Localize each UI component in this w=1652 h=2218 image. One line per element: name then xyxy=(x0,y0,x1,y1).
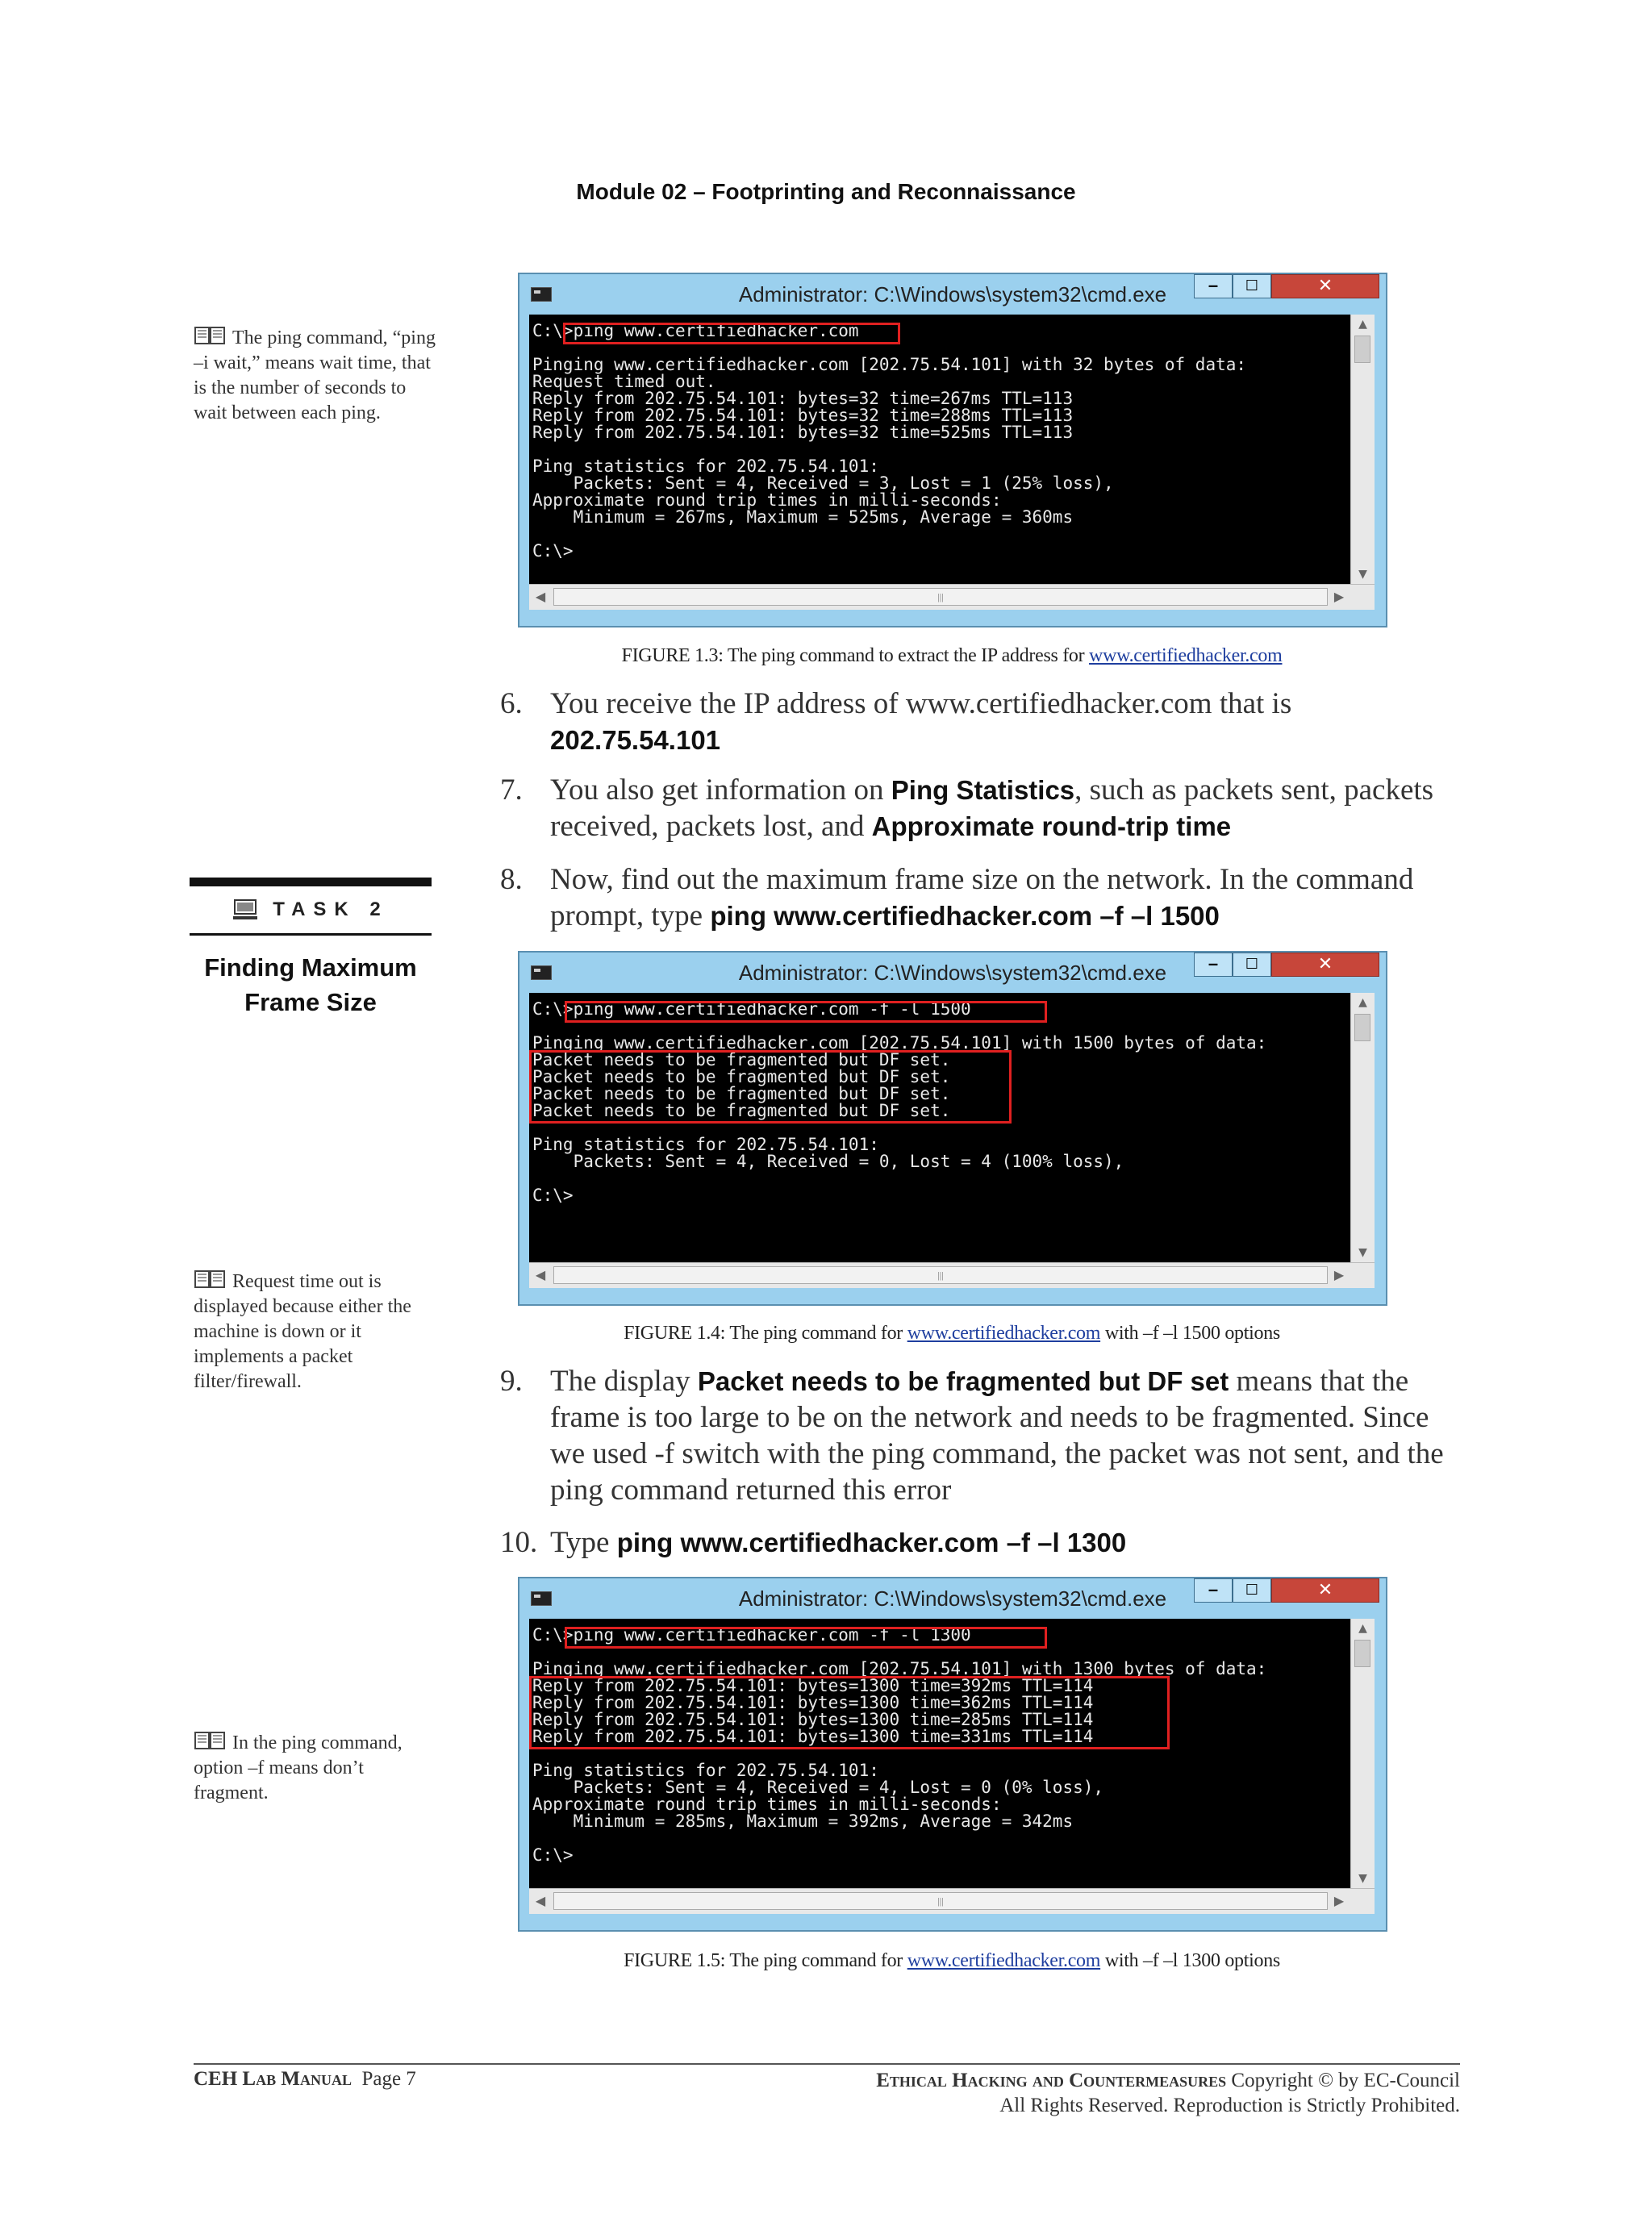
footer-right: Ethical Hacking and Countermeasures Copyright © by EC-Council All Rights Reserved. Reproduction is Strictly Prohibited. xyxy=(876,2070,1460,2116)
highlight-command xyxy=(565,1001,1047,1023)
task-label: TASK 2 xyxy=(273,898,389,920)
footer-left: CEH Lab Manual Page 7 xyxy=(194,2068,416,2090)
horizontal-scrollbar[interactable] xyxy=(529,584,1375,610)
window-title: Administrator: C:\Windows\system32\cmd.exe xyxy=(738,1586,1167,1611)
scroll-thumb[interactable] xyxy=(1354,1014,1370,1041)
side-note-request-timeout: Request time out is displayed because either the machine is down or it implements a packet filter/firewall. xyxy=(194,1266,436,1395)
cmd-titlebar xyxy=(519,1578,1386,1617)
close-button[interactable]: ✕ xyxy=(1271,953,1379,977)
scroll-down-arrow-icon[interactable]: ▼ xyxy=(1358,1246,1367,1259)
figure-caption: FIGURE 1.5: The ping command for www.certifiedhacker.com with –f –l 1300 options xyxy=(624,1950,1280,1971)
horizontal-scrollbar[interactable] xyxy=(529,1262,1375,1288)
step-10: 10. Type ping www.certifiedhacker.com –f –l 1300 xyxy=(500,1526,1127,1559)
cmd-console[interactable] xyxy=(529,993,1350,1262)
maximize-button[interactable]: ☐ xyxy=(1233,274,1271,298)
window-title: Administrator: C:\Windows\system32\cmd.exe xyxy=(738,282,1167,306)
computer-icon xyxy=(232,898,258,921)
book-icon xyxy=(194,1728,226,1752)
vertical-scrollbar[interactable] xyxy=(1350,315,1375,584)
step-8: 8. Now, find out the maximum frame size on the network. In the command prompt, type ping www.certifiedhacker.com –f –l 1500 xyxy=(500,863,1414,932)
highlight-command xyxy=(565,1627,1047,1649)
cmd-output: C:\>ping www.certifiedhacker.com Pinging www.certifiedhacker.com [202.75.54.101] with 32 bytes of data: Request timed out. Reply from 202.75.54.101: bytes=32 time=267ms TTL=113 Reply from 202.75.54.101: bytes=32 time=288ms TTL=113 Reply from 202.75.54.101: bytes=32 time=525ms TTL=113 Ping statistics for 202.75.54.101: Packets: Sent = 4, Received = 3, Lost = 1 (25% loss), Approximate round trip times in milli-seconds: Minimum = 267ms, Maximum = 525ms, Average = 360ms C:\> xyxy=(532,321,1247,561)
step-6: 6. You receive the IP address of www.certifiedhacker.com that is 202.75.54.101 xyxy=(500,687,1292,755)
side-note-dont-fragment: In the ping command, option –f means don’t fragment. xyxy=(194,1728,436,1806)
cmd-console[interactable] xyxy=(529,1619,1350,1888)
step-7: 7. You also get information on Ping Statistics, such as packets sent, packets received, packets lost, and Approximate round-trip time xyxy=(500,773,1434,843)
scroll-up-arrow-icon[interactable]: ▲ xyxy=(1358,318,1367,331)
highlight-fragment-messages xyxy=(529,1050,1012,1124)
scroll-thumb[interactable]: ||| xyxy=(553,1266,1328,1284)
scroll-thumb[interactable] xyxy=(1354,1640,1370,1667)
task-box xyxy=(190,878,432,1019)
scroll-right-arrow-icon[interactable]: ▶ xyxy=(1333,1893,1345,1908)
minimize-button[interactable]: – xyxy=(1194,953,1233,977)
cmd-titlebar xyxy=(519,274,1386,313)
scroll-thumb[interactable] xyxy=(1354,336,1370,363)
cmd-output: C:\>ping www.certifiedhacker.com -f -l 1300 Pinging www.certifiedhacker.com [202.75.54.101] with 1300 bytes of data: Reply from 202.75.54.101: bytes=1300 time=392ms TTL=114 Reply from 202.75.54.101: bytes=1300 time=362ms TTL=114 Reply from 202.75.54.101: bytes=1300 time=285ms TTL=114 Reply from 202.75.54.101: bytes=1300 time=331ms TTL=114 Ping statistics for 202.75.54.101: Packets: Sent = 4, Received = 4, Lost = 0 (0% loss), Approximate round trip times in milli-seconds: Minimum = 285ms, Maximum = 392ms, Average = 342ms C:\> xyxy=(532,1625,1267,1865)
minimize-button[interactable]: – xyxy=(1194,274,1233,298)
figure-caption: FIGURE 1.3: The ping command to extract the IP address for www.certifiedhacker.com xyxy=(621,645,1283,666)
scroll-up-arrow-icon[interactable]: ▲ xyxy=(1358,1622,1367,1635)
caption-link[interactable]: www.certifiedhacker.com xyxy=(907,1950,1101,1971)
scroll-down-arrow-icon[interactable]: ▼ xyxy=(1358,568,1367,581)
scroll-thumb[interactable]: ||| xyxy=(553,1892,1328,1910)
scroll-down-arrow-icon[interactable]: ▼ xyxy=(1358,1872,1367,1885)
module-header: Module 02 – Footprinting and Reconnaissance xyxy=(576,179,1076,204)
figure-caption: FIGURE 1.4: The ping command for www.certifiedhacker.com with –f –l 1500 options xyxy=(624,1323,1280,1344)
cmd-window-fig-1-5 xyxy=(518,1577,1387,1932)
maximize-button[interactable]: ☐ xyxy=(1233,1578,1271,1603)
scroll-right-arrow-icon[interactable]: ▶ xyxy=(1333,589,1345,604)
horizontal-scrollbar[interactable] xyxy=(529,1888,1375,1914)
cmd-console[interactable] xyxy=(529,315,1350,584)
scroll-right-arrow-icon[interactable]: ▶ xyxy=(1333,1267,1345,1282)
close-button[interactable]: ✕ xyxy=(1271,1578,1379,1603)
cmd-output: C:\>ping www.certifiedhacker.com -f -l 1500 Pinging www.certifiedhacker.com [202.75.54.101] with 1500 bytes of data: Packet needs to be fragmented but DF set. Packet needs to be fragmented but DF set. Packet needs to be fragmented but DF set. Packet needs to be fragmented but DF set. Ping statistics for 202.75.54.101: Packets: Sent = 4, Received = 0, Lost = 4 (100% loss), C:\> xyxy=(532,999,1267,1205)
scroll-up-arrow-icon[interactable]: ▲ xyxy=(1358,996,1367,1009)
scroll-left-arrow-icon[interactable]: ◀ xyxy=(535,1267,546,1282)
book-icon xyxy=(194,1266,226,1290)
caption-link[interactable]: www.certifiedhacker.com xyxy=(907,1323,1101,1344)
footer-divider xyxy=(194,2063,1460,2065)
close-button[interactable]: ✕ xyxy=(1271,274,1379,298)
window-title: Administrator: C:\Windows\system32\cmd.exe xyxy=(738,961,1167,985)
highlight-reply-lines xyxy=(529,1676,1170,1749)
scroll-left-arrow-icon[interactable]: ◀ xyxy=(535,589,546,604)
minimize-button[interactable]: – xyxy=(1194,1578,1233,1603)
highlight-command xyxy=(563,323,900,344)
book-icon xyxy=(194,323,226,347)
side-note-ping-wait: The ping command, “ping –i wait,” means wait time, that is the number of seconds to wait between each ping. xyxy=(194,323,436,426)
cmd-titlebar xyxy=(519,953,1386,991)
vertical-scrollbar[interactable] xyxy=(1350,993,1375,1262)
task-title: Finding Maximum Frame Size xyxy=(204,953,417,1016)
step-9: 9. The display Packet needs to be fragmented but DF set means that the frame is too large to be on the network and needs to be fragmented. Since we used -f switch with the ping command, the packet was not sent, and the ping command returned this error xyxy=(500,1365,1444,1507)
cmd-window-fig-1-3 xyxy=(518,273,1387,627)
cmd-window-fig-1-4 xyxy=(518,951,1387,1306)
scroll-thumb[interactable]: ||| xyxy=(553,588,1328,606)
maximize-button[interactable]: ☐ xyxy=(1233,953,1271,977)
caption-link[interactable]: www.certifiedhacker.com xyxy=(1089,645,1283,666)
vertical-scrollbar[interactable] xyxy=(1350,1619,1375,1888)
scroll-left-arrow-icon[interactable]: ◀ xyxy=(535,1893,546,1908)
